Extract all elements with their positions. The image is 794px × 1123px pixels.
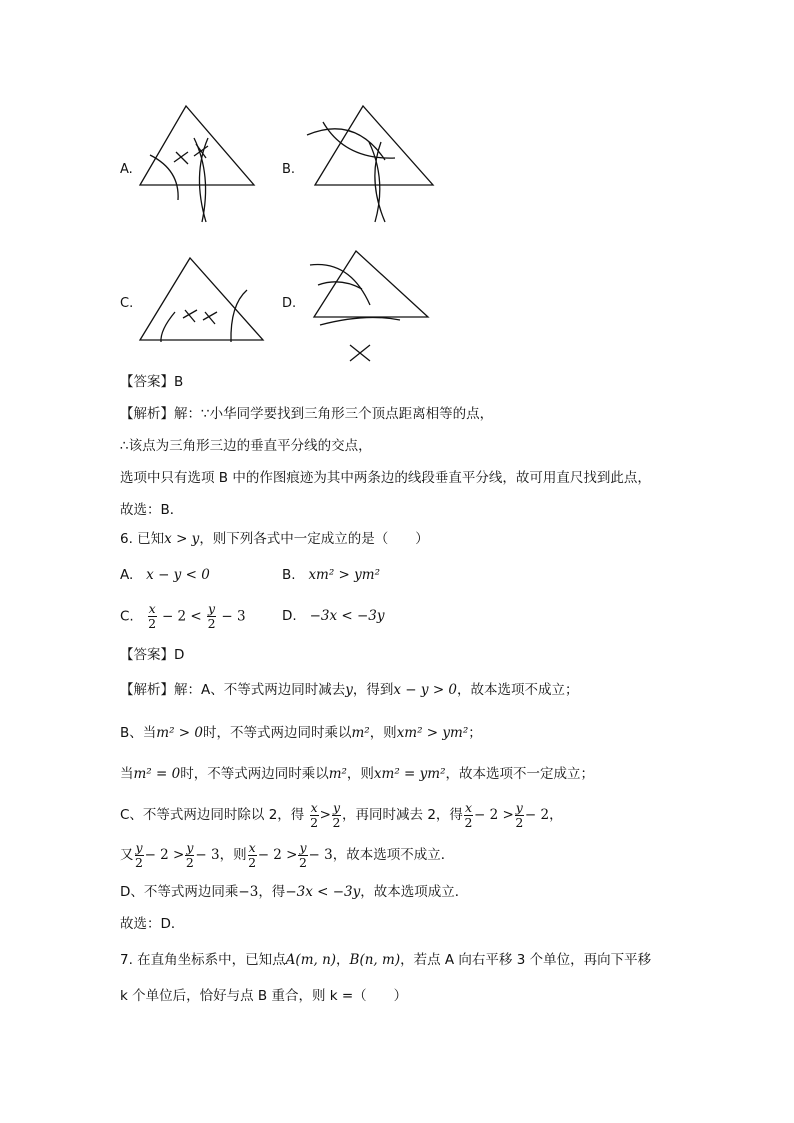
q6-option-c-label: C. [120, 608, 134, 625]
q6-option-d-expr: −3x < −3y [309, 608, 385, 624]
q6-stem [120, 529, 429, 549]
frac: $\frac{x}{2}$ [464, 799, 473, 830]
text: − 2 > [474, 807, 514, 823]
text: − 2 > [144, 847, 185, 863]
q6-option-c-mid: − 2 < [161, 608, 202, 625]
text: − 3 [308, 847, 333, 863]
q6-option-b-label: B. [282, 567, 296, 583]
text: 当 [120, 766, 134, 782]
q5-answer: 【答案】B [120, 374, 184, 390]
math: −3 [238, 884, 259, 900]
text: D、不等式两边同乘 [120, 884, 239, 900]
text: ，若点 A 向右平移 3 个单位，再向下平移 [400, 952, 652, 968]
option-a-figure [130, 100, 270, 230]
math: xm² > ym² [396, 725, 469, 741]
q6-analysis-b [120, 723, 482, 743]
text: ，故本选项成立． [360, 884, 469, 900]
text: ，则 [346, 766, 374, 782]
q6-option-b [282, 565, 380, 585]
q7-line-2: k 个单位后，恰好与点 B 重合，则 k =（ ） [120, 988, 408, 1004]
option-b-figure [305, 100, 445, 230]
q6-option-c-end: − 3 [221, 608, 246, 625]
frac: $\frac{y}{2}$ [299, 839, 307, 870]
option-c-figure [135, 250, 275, 350]
q6-stem-prefix: 6. 已知 [120, 531, 165, 547]
q6-conclusion: 故选：D． [120, 916, 185, 932]
text: ，得 [258, 884, 286, 900]
frac: $\frac{y}{2}$ [332, 799, 341, 830]
text: 7. 在直角坐标系中，已知点 [120, 952, 286, 968]
q6-condition: x > y [164, 531, 200, 547]
option-a-label: A. [120, 162, 133, 177]
q5-conclusion: 故选：B． [120, 502, 184, 518]
math: A(m, n) [285, 952, 337, 968]
text: ，得到 [352, 682, 394, 698]
math: y [345, 682, 353, 698]
q6-option-d [282, 606, 385, 626]
math: m² = 0 [133, 766, 181, 782]
text: 时，不等式两边同时乘以 [202, 725, 352, 741]
option-d-label: D. [282, 296, 297, 311]
text: ，再同时减去 2，得 [342, 807, 463, 823]
math: m² [328, 766, 347, 782]
frac: $\frac{y}{2}$ [135, 839, 143, 870]
q6-option-a-expr: x − y < 0 [146, 567, 210, 583]
q7-line-1 [120, 950, 651, 970]
text: ， [549, 807, 563, 823]
text: C、不等式两边同时除以 2，得 [120, 807, 305, 823]
text: − 2 [524, 807, 550, 823]
math: xm² = ym² [373, 766, 446, 782]
text: ， [336, 952, 350, 968]
q6-option-b-expr: xm² > ym² [308, 567, 380, 583]
math: m² [351, 725, 370, 741]
text: ，故本选项不成立； [457, 682, 579, 698]
text: 【解析】解：A、不等式两边同时减去 [120, 682, 346, 698]
text: ，则 [219, 847, 247, 863]
text: ，故本选项不一定成立； [445, 766, 594, 782]
frac: $\frac{x}{2}$ [248, 839, 257, 870]
option-c-label: C. [120, 296, 134, 311]
text: B、当 [120, 725, 157, 741]
q6-option-d-label: D. [282, 608, 297, 624]
q6-analysis-b2 [120, 764, 594, 784]
math: x − y > 0 [393, 682, 458, 698]
text: > [319, 807, 331, 823]
option-d-figure [300, 245, 440, 375]
q5-analysis-1: 【解析】解：∵小华同学要找到三角形三个顶点距离相等的点， [120, 406, 494, 422]
text: ，则 [369, 725, 397, 741]
q6-analysis-d [120, 882, 468, 902]
q6-analysis-a [120, 680, 579, 700]
frac: $\frac{y}{2}$ [185, 839, 194, 870]
q6-option-a [120, 565, 210, 585]
frac: $\frac{y}{2}$ [515, 799, 524, 830]
q6-analysis-c [120, 800, 563, 830]
text: − 2 > [257, 847, 298, 863]
text: 时，不等式两边同时乘以 [180, 766, 329, 782]
q5-analysis-2: ∴该点为三角形三边的垂直平分线的交点， [120, 438, 372, 454]
q6-stem-suffix: ，则下列各式中一定成立的是（ ） [199, 531, 429, 547]
q5-analysis-3: 选项中只有选项 B 中的作图痕迹为其中两条边的线段垂直平分线，故可用直尺找到此点， [120, 470, 651, 486]
text: − 3 [195, 847, 220, 863]
text: 又 [120, 847, 134, 863]
option-b-label: B. [282, 162, 296, 177]
q6-option-a-label: A. [120, 567, 134, 583]
fraction-y-over-2: $\frac{y}{2}$ [207, 601, 216, 631]
math: B(n, m) [349, 952, 401, 968]
fraction-x-over-2: $\frac{x}{2}$ [148, 601, 157, 631]
math: m² > 0 [156, 725, 203, 741]
q6-answer: 【答案】D [120, 647, 185, 663]
text: ； [468, 725, 482, 741]
q6-analysis-c2 [120, 840, 454, 870]
q6-option-c [120, 602, 246, 631]
math: −3x < −3y [285, 884, 361, 900]
frac: $\frac{x}{2}$ [310, 799, 319, 830]
text: ，故本选项不成立． [332, 847, 455, 863]
